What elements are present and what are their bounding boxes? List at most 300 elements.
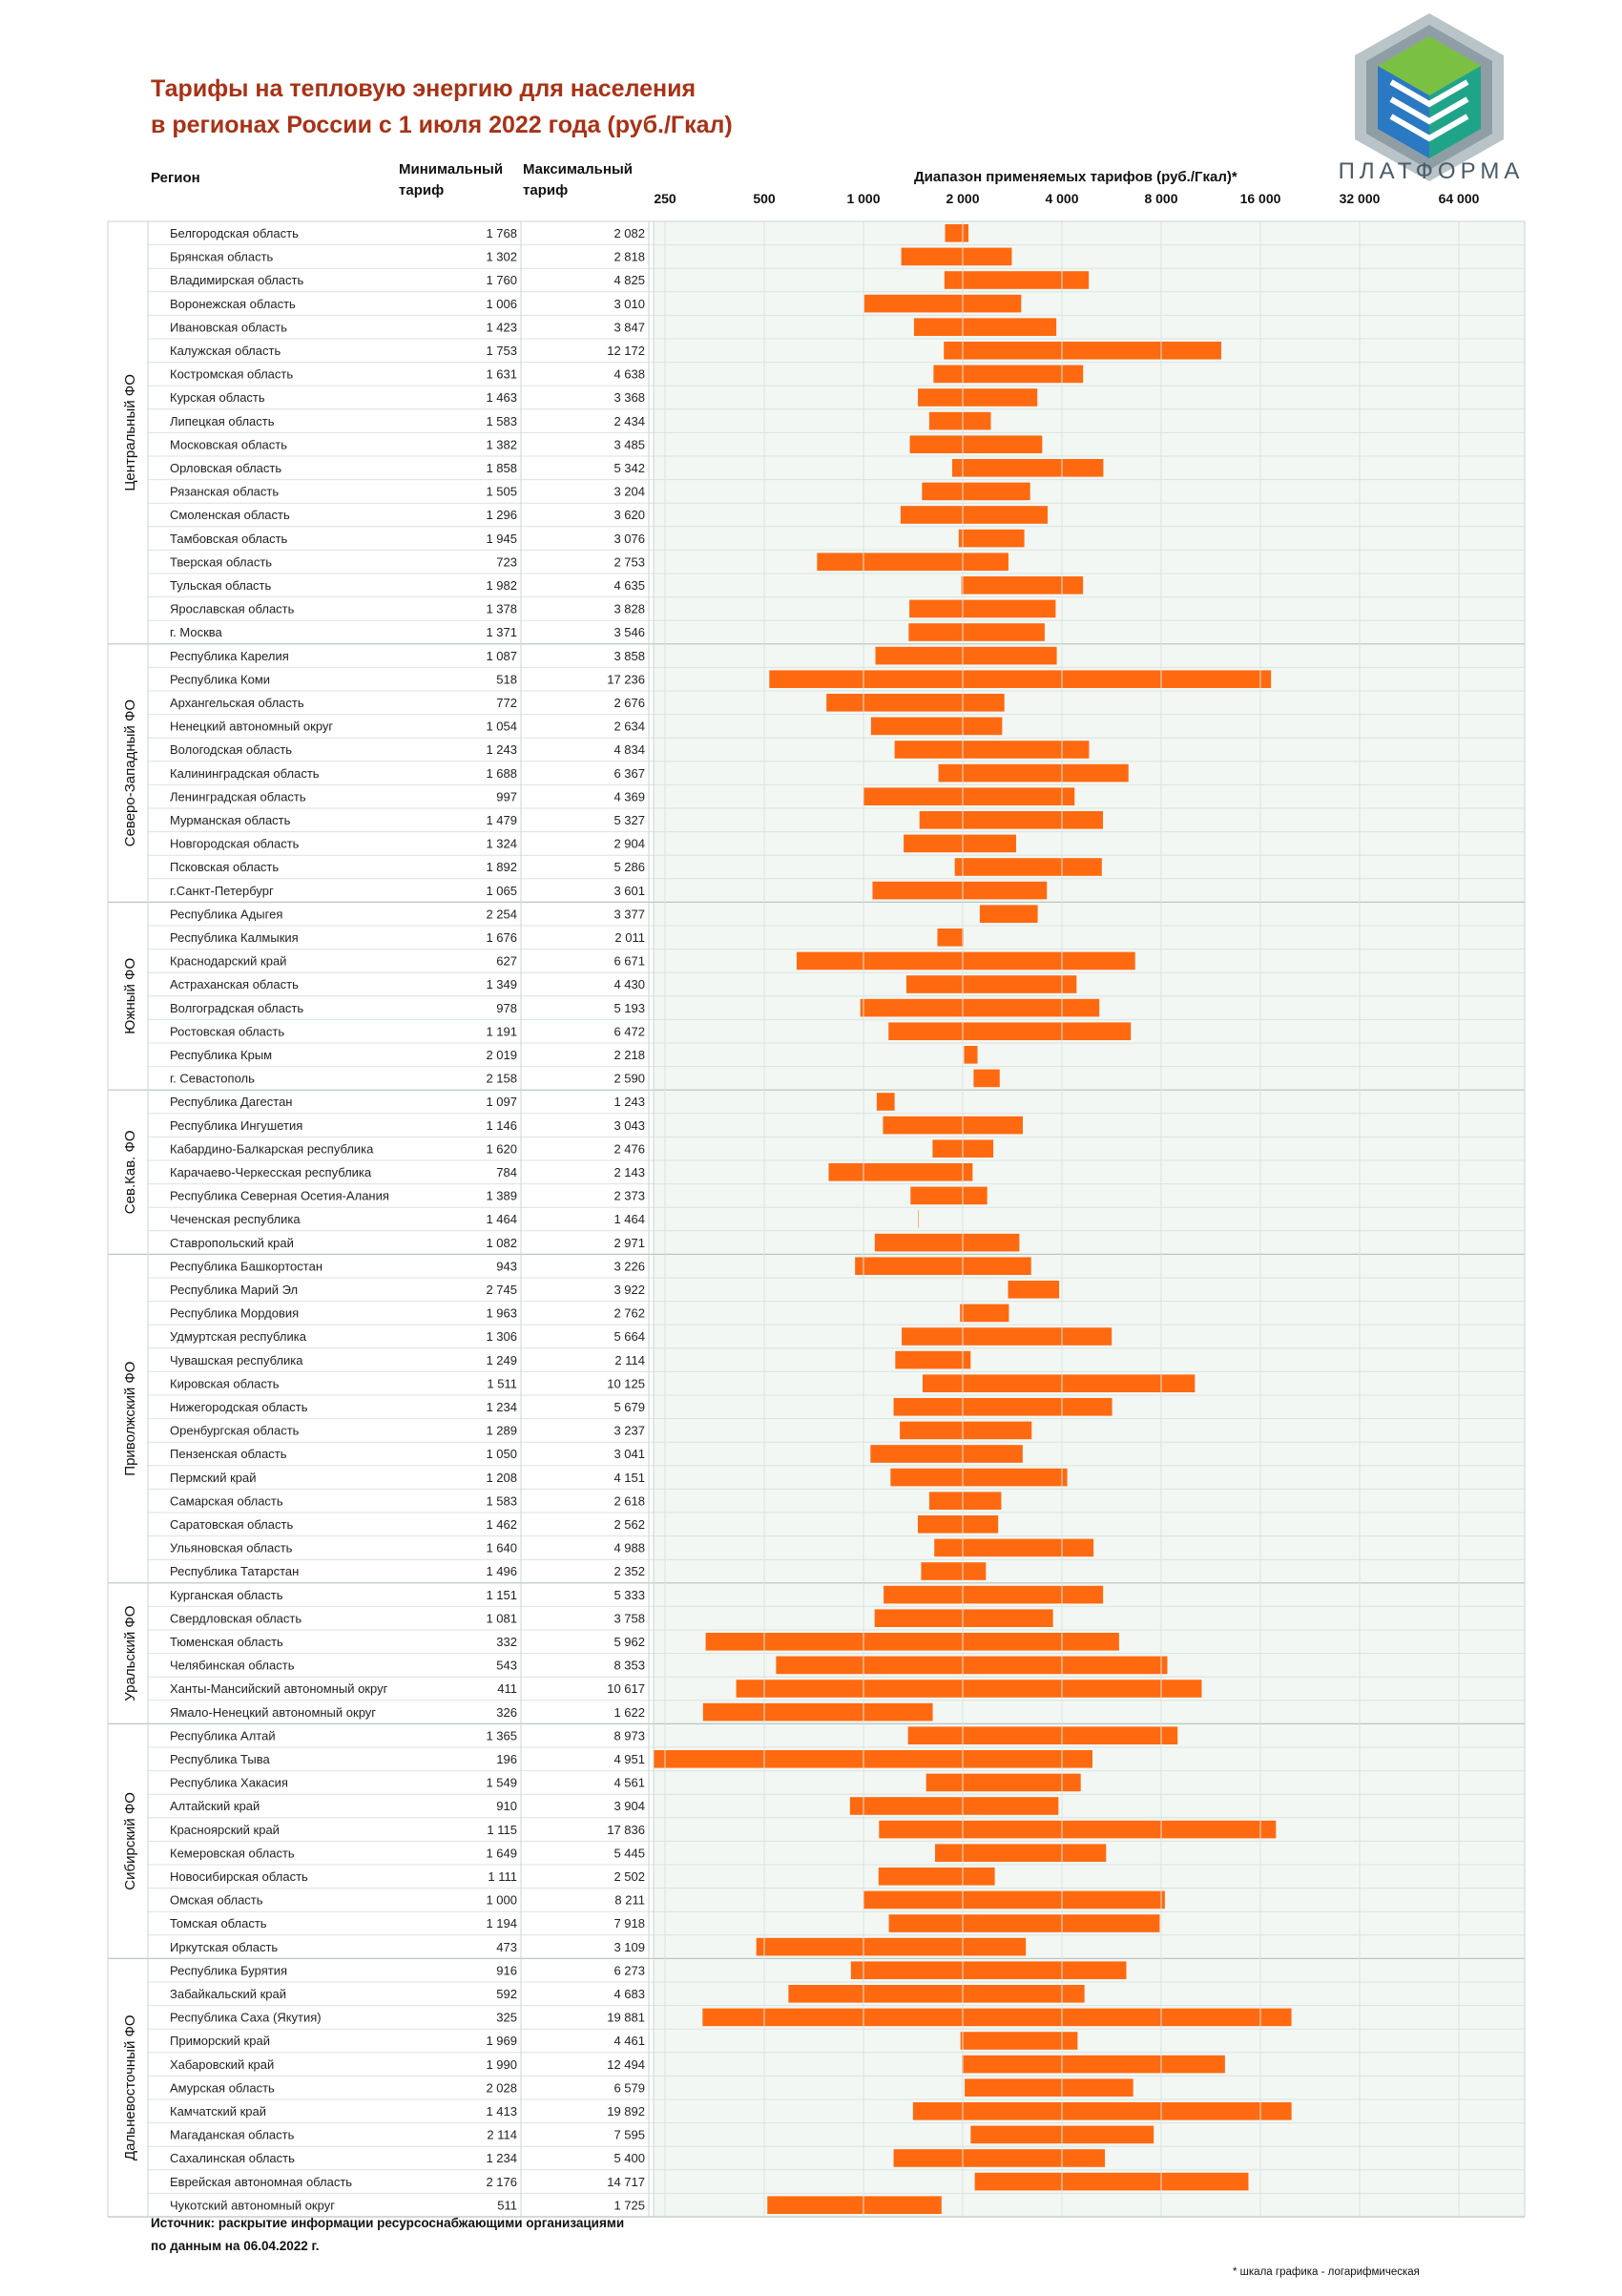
min-tariff-value: 1 382 <box>486 437 517 452</box>
min-tariff-value: 1 676 <box>486 930 517 945</box>
tariff-range-bar <box>902 1327 1112 1346</box>
max-tariff-value: 3 485 <box>613 437 645 452</box>
min-tariff-value: 1 463 <box>486 390 517 406</box>
min-tariff-value: 1 760 <box>486 273 517 288</box>
tariff-range-bar <box>884 1586 1103 1604</box>
max-tariff-value: 2 590 <box>613 1071 645 1086</box>
max-tariff-value: 4 369 <box>613 789 645 804</box>
max-tariff-value: 5 679 <box>613 1400 645 1414</box>
max-tariff-value: 12 172 <box>607 344 645 358</box>
tariff-range-bar <box>851 1961 1127 1979</box>
min-tariff-value: 1 191 <box>486 1024 517 1039</box>
min-tariff-value: 1 963 <box>486 1305 517 1321</box>
max-tariff-value: 3 858 <box>613 648 645 663</box>
region-name: Иркутская область <box>170 1939 279 1954</box>
max-tariff-value: 4 683 <box>613 1987 645 2001</box>
tariff-range-bar <box>797 952 1135 971</box>
title-line-1: Тарифы на тепловую энергию для населения <box>151 75 697 102</box>
tariff-range-bar <box>962 576 1083 595</box>
region-name: Белгородская область <box>170 226 299 240</box>
federal-district-label: Южный ФО <box>121 957 138 1034</box>
federal-district-label: Дальневосточный ФО <box>121 2014 138 2160</box>
max-tariff-value: 4 638 <box>613 366 645 382</box>
tariff-range-bar <box>850 1797 1059 1815</box>
region-name: Тюменская область <box>170 1635 283 1649</box>
min-tariff-value: 1 111 <box>488 1869 517 1884</box>
region-name: Республика Дагестан <box>170 1095 293 1110</box>
tariff-range-bar <box>959 530 1025 548</box>
federal-district-label: Сев.Кав. ФО <box>121 1130 138 1215</box>
min-tariff-value: 997 <box>496 789 517 804</box>
region-name: Республика Карелия <box>170 648 289 663</box>
min-tariff-value: 978 <box>496 1000 517 1015</box>
tariff-range-bar <box>908 623 1045 641</box>
max-tariff-value: 2 476 <box>613 1141 645 1157</box>
max-tariff-value: 3 010 <box>613 296 645 311</box>
max-tariff-value: 3 076 <box>613 531 645 546</box>
source-line-2: по данным на 06.04.2022 г. <box>151 2239 320 2253</box>
max-tariff-value: 2 971 <box>613 1235 645 1250</box>
tariff-range-bar <box>929 1492 1001 1510</box>
tariff-range-bar <box>889 1914 1160 1932</box>
min-tariff-value: 1 081 <box>486 1611 517 1626</box>
tariff-range-bar <box>879 1868 995 1886</box>
min-tariff-value: 196 <box>496 1752 517 1766</box>
region-name: Республика Адыгея <box>170 907 283 922</box>
min-tariff-value: 1 389 <box>486 1188 517 1203</box>
min-tariff-value: 326 <box>496 1704 517 1720</box>
region-name: Алтайский край <box>170 1799 260 1814</box>
tariff-range-bar <box>788 1985 1084 2003</box>
region-name: Республика Тыва <box>170 1752 270 1766</box>
min-tariff-value: 916 <box>496 1963 517 1978</box>
min-tariff-value: 1 082 <box>486 1235 517 1250</box>
max-tariff-value: 17 236 <box>607 672 645 687</box>
x-tick-label: 64 000 <box>1438 191 1480 206</box>
min-tariff-value: 1 365 <box>486 1728 517 1743</box>
tariff-range-bar <box>908 1726 1178 1744</box>
max-tariff-value: 5 327 <box>613 813 645 827</box>
min-tariff-value: 1 892 <box>486 860 517 875</box>
x-tick-label: 500 <box>753 191 776 206</box>
tariff-range-bar <box>757 1938 1027 1956</box>
tariff-range-bar <box>944 342 1221 360</box>
x-tick-label: 16 000 <box>1239 191 1281 206</box>
x-tick-label: 1 000 <box>846 191 881 206</box>
region-name: Архангельская область <box>170 696 304 710</box>
region-name: г. Севастополь <box>170 1071 255 1086</box>
min-tariff-value: 1 583 <box>486 1493 517 1509</box>
tariff-range-bar <box>964 1046 977 1064</box>
max-tariff-value: 2 818 <box>613 249 645 264</box>
header-min-tariff: Минимальный тариф <box>399 161 504 198</box>
region-name: Саратовская область <box>170 1517 294 1532</box>
min-tariff-value: 1 065 <box>486 883 517 898</box>
header-range: Диапазон применяемых тарифов (руб./Гкал)* <box>914 169 1237 185</box>
region-name: Республика Татарстан <box>170 1564 300 1579</box>
region-name: Камчатский край <box>170 2104 266 2119</box>
region-name: Сахалинская область <box>170 2151 295 2166</box>
min-tariff-value: 1 000 <box>486 1892 517 1908</box>
max-tariff-value: 1 243 <box>613 1095 645 1110</box>
tariff-range-bar <box>906 975 1076 993</box>
max-tariff-value: 4 988 <box>613 1540 645 1555</box>
tariff-range-bar <box>914 318 1056 336</box>
tariff-range-bar <box>901 506 1048 524</box>
tariff-range-bar <box>960 1305 1009 1323</box>
federal-district-label: Уральский ФО <box>121 1605 138 1701</box>
min-tariff-value: 1 640 <box>486 1540 517 1555</box>
min-tariff-value: 910 <box>496 1799 517 1814</box>
min-tariff-value: 1 858 <box>486 461 517 475</box>
max-tariff-value: 3 226 <box>613 1259 645 1274</box>
max-tariff-value: 2 082 <box>613 226 645 240</box>
region-name: Республика Алтай <box>170 1728 276 1743</box>
max-tariff-value: 14 717 <box>607 2174 645 2189</box>
tariff-range-bar <box>894 1398 1113 1416</box>
region-name: Республика Северная Осетия-Алания <box>170 1188 389 1203</box>
max-tariff-value: 3 109 <box>613 1939 645 1954</box>
tariff-range-bar <box>702 2009 1291 2027</box>
tariff-range-bar <box>918 1515 998 1534</box>
max-tariff-value: 8 973 <box>613 1728 645 1743</box>
tariff-range-bar <box>934 1539 1093 1557</box>
min-tariff-value: 2 028 <box>486 2080 517 2096</box>
tariff-range-bar <box>921 1562 986 1580</box>
min-tariff-value: 1 208 <box>486 1470 517 1485</box>
max-tariff-value: 5 193 <box>613 1000 645 1015</box>
region-name: Калужская область <box>170 344 281 358</box>
max-tariff-value: 4 825 <box>613 273 645 288</box>
max-tariff-value: 5 664 <box>613 1329 645 1345</box>
region-name: Республика Калмыкия <box>170 930 299 945</box>
tariff-range-bar <box>920 811 1103 829</box>
max-tariff-value: 6 472 <box>613 1024 645 1039</box>
tariff-range-bar <box>654 1750 1092 1768</box>
region-name: Кабардино-Балкарская республика <box>170 1141 374 1157</box>
max-tariff-value: 19 892 <box>607 2104 645 2119</box>
region-name: Брянская область <box>170 249 274 264</box>
max-tariff-value: 3 377 <box>613 907 645 922</box>
tariff-range-bar <box>980 905 1038 923</box>
min-tariff-value: 1 464 <box>486 1212 517 1227</box>
region-name: Республика Крым <box>170 1048 273 1062</box>
max-tariff-value: 4 561 <box>613 1775 645 1790</box>
min-tariff-value: 1 289 <box>486 1423 517 1438</box>
tariff-range-bar <box>776 1657 1167 1675</box>
region-name: Псковская область <box>170 860 280 875</box>
region-name: г.Санкт-Петербург <box>170 883 274 898</box>
region-name: Республика Марий Эл <box>170 1283 299 1297</box>
region-name: Калининградская область <box>170 765 320 781</box>
min-tariff-value: 518 <box>496 672 517 687</box>
tariff-range-bar <box>939 764 1129 783</box>
region-name: Республика Башкортостан <box>170 1259 322 1274</box>
region-name: Карачаево-Черкесская республика <box>170 1165 372 1179</box>
min-tariff-value: 1 097 <box>486 1095 517 1110</box>
max-tariff-value: 3 204 <box>613 484 645 499</box>
max-tariff-value: 2 562 <box>613 1517 645 1532</box>
max-tariff-value: 4 461 <box>613 2034 645 2049</box>
region-name: Мурманская область <box>170 813 291 827</box>
region-name: Новгородская область <box>170 836 300 851</box>
max-tariff-value: 12 494 <box>607 2056 645 2072</box>
region-name: Курская область <box>170 390 265 406</box>
max-tariff-value: 4 834 <box>613 742 645 758</box>
max-tariff-value: 3 904 <box>613 1799 645 1814</box>
max-tariff-value: 2 618 <box>613 1493 645 1509</box>
tariff-range-bar <box>864 295 1021 313</box>
max-tariff-value: 19 881 <box>607 2010 645 2025</box>
tariff-range-bar <box>913 2102 1292 2120</box>
min-tariff-value: 1 688 <box>486 765 517 781</box>
region-name: Ульяновская область <box>170 1540 293 1555</box>
region-name: Удмуртская республика <box>170 1329 306 1345</box>
logo-wordmark: ПЛАТФОРМА <box>1338 158 1525 184</box>
tariff-range-bar <box>902 248 1012 266</box>
min-tariff-value: 1 324 <box>486 836 517 851</box>
max-tariff-value: 10 617 <box>607 1681 645 1697</box>
tariff-range-bar <box>706 1633 1119 1651</box>
federal-district-label: Северо-Западный ФО <box>121 699 138 847</box>
min-tariff-value: 1 234 <box>486 1400 517 1414</box>
tariff-range-bar <box>767 2196 942 2214</box>
tariff-range-bar <box>871 718 1002 736</box>
region-name: Рязанская область <box>170 484 280 499</box>
tariff-range-bar <box>895 741 1090 759</box>
tariff-range-bar <box>929 412 991 430</box>
region-name: Чеченская республика <box>170 1212 301 1227</box>
max-tariff-value: 6 579 <box>613 2080 645 2096</box>
region-name: Тамбовская область <box>170 531 288 546</box>
region-name: Приморский край <box>170 2034 270 2049</box>
min-tariff-value: 1 768 <box>486 226 517 240</box>
region-name: Тверская область <box>170 554 273 570</box>
region-name: Кировская область <box>170 1376 280 1391</box>
min-tariff-value: 1 631 <box>486 366 517 382</box>
region-name: Ханты-Мансийский автономный округ <box>170 1681 388 1697</box>
region-name: Краснодарский край <box>170 953 287 969</box>
region-name: Ростовская область <box>170 1024 285 1039</box>
tariff-range-bar <box>895 1351 970 1369</box>
region-name: Новосибирская область <box>170 1869 308 1884</box>
min-tariff-value: 772 <box>496 696 517 710</box>
tariff-range-bar <box>952 459 1103 477</box>
min-tariff-value: 1 006 <box>486 296 517 311</box>
region-name: г. Москва <box>170 625 222 640</box>
tariff-range-bar <box>863 787 1075 805</box>
tariff-range-bar <box>955 858 1102 876</box>
max-tariff-value: 1 464 <box>613 1212 645 1227</box>
min-tariff-value: 2 114 <box>487 2127 517 2142</box>
min-tariff-value: 1 371 <box>486 625 517 640</box>
min-tariff-value: 1 479 <box>486 813 517 827</box>
region-name: Республика Бурятия <box>170 1963 288 1978</box>
x-tick-label: 250 <box>654 191 676 206</box>
min-tariff-value: 511 <box>497 2198 517 2213</box>
region-name: Республика Мордовия <box>170 1305 300 1321</box>
tariff-range-bar <box>826 694 1005 712</box>
min-tariff-value: 1 945 <box>486 531 517 546</box>
tariff-range-bar <box>923 1374 1195 1392</box>
min-tariff-value: 1 990 <box>486 2056 517 2072</box>
source-note <box>151 2212 685 2258</box>
min-tariff-value: 1 505 <box>486 484 517 499</box>
tariff-range-bar <box>890 1469 1067 1487</box>
max-tariff-value: 2 114 <box>614 1352 645 1367</box>
region-name: Республика Коми <box>170 672 271 687</box>
region-name: Нижегородская область <box>170 1400 308 1414</box>
max-tariff-value: 2 904 <box>613 836 645 851</box>
max-tariff-value: 8 353 <box>613 1658 645 1673</box>
max-tariff-value: 4 151 <box>613 1470 645 1485</box>
max-tariff-value: 10 125 <box>607 1376 645 1391</box>
max-tariff-value: 1 725 <box>613 2198 645 2213</box>
tariff-range-bar <box>918 1210 919 1228</box>
region-name: Ставропольский край <box>170 1235 294 1250</box>
min-tariff-value: 1 296 <box>486 508 517 523</box>
tariff-range-bar <box>975 2173 1249 2191</box>
min-tariff-value: 1 306 <box>486 1329 517 1345</box>
min-tariff-value: 1 249 <box>486 1352 517 1367</box>
max-tariff-value: 3 758 <box>613 1611 645 1626</box>
max-tariff-value: 3 041 <box>613 1447 645 1462</box>
tariff-range-bar <box>875 1609 1053 1627</box>
region-name: Липецкая область <box>170 413 275 428</box>
min-tariff-value: 473 <box>496 1939 517 1954</box>
max-tariff-value: 2 373 <box>613 1188 645 1203</box>
region-name: Магаданская область <box>170 2127 295 2142</box>
region-name: Самарская область <box>170 1493 283 1509</box>
min-tariff-value: 1 423 <box>486 320 517 335</box>
region-name: Ямало-Ненецкий автономный округ <box>170 1704 377 1720</box>
region-name: Орловская область <box>170 461 282 475</box>
tariff-range-bar <box>909 600 1055 618</box>
tariff-range-bar <box>973 1070 999 1088</box>
region-name: Амурская область <box>170 2080 275 2096</box>
x-tick-label: 32 000 <box>1339 191 1381 206</box>
region-name: Чувашская республика <box>170 1352 303 1367</box>
max-tariff-value: 2 434 <box>613 413 645 428</box>
region-name: Томская область <box>170 1916 267 1931</box>
max-tariff-value: 5 400 <box>613 2151 645 2166</box>
min-tariff-value: 1 511 <box>487 1376 517 1391</box>
max-tariff-value: 2 634 <box>613 719 645 734</box>
tariff-range-bar <box>879 1821 1276 1839</box>
max-tariff-value: 2 011 <box>614 930 645 945</box>
tariff-range-bar <box>877 1093 895 1111</box>
max-tariff-value: 3 237 <box>613 1423 645 1438</box>
federal-district-label: Приволжский ФО <box>121 1361 138 1476</box>
max-tariff-value: 3 847 <box>613 320 645 335</box>
min-tariff-value: 2 158 <box>486 1071 517 1086</box>
max-tariff-value: 6 367 <box>613 765 645 781</box>
federal-district-label: Сибирский ФО <box>121 1792 138 1890</box>
max-tariff-value: 5 342 <box>613 461 645 475</box>
title-line-2: в регионах России с 1 июля 2022 года (руб./Гкал) <box>151 112 733 138</box>
region-name: Волгоградская область <box>170 1000 304 1015</box>
min-tariff-value: 1 050 <box>486 1447 517 1462</box>
region-name: Кемеровская область <box>170 1846 295 1861</box>
tariff-range-bar <box>894 2149 1105 2167</box>
region-name: Омская область <box>170 1892 263 1908</box>
min-tariff-value: 592 <box>496 1987 517 2001</box>
tariff-range-bar <box>922 483 1029 501</box>
tariff-range-bar <box>946 224 969 242</box>
tariff-range-bar <box>861 999 1100 1017</box>
region-name: Хабаровский край <box>170 2056 275 2072</box>
min-tariff-value: 1 087 <box>486 648 517 663</box>
max-tariff-value: 8 211 <box>614 1892 645 1908</box>
x-tick-label: 4 000 <box>1045 191 1079 206</box>
tariff-range-bar <box>883 1117 1023 1135</box>
tariff-range-bar <box>872 882 1047 900</box>
min-tariff-value: 627 <box>496 953 517 969</box>
tariff-range-bar <box>828 1163 972 1181</box>
max-tariff-value: 1 622 <box>613 1704 645 1720</box>
tariff-range-bar <box>876 647 1057 665</box>
region-name: Республика Саха (Якутия) <box>170 2010 322 2025</box>
region-name: Астраханская область <box>170 977 299 992</box>
tariff-range-bar <box>962 2056 1225 2074</box>
region-name: Забайкальский край <box>170 1987 287 2001</box>
region-name: Ивановская область <box>170 320 287 335</box>
max-tariff-value: 5 445 <box>613 1846 645 1861</box>
region-name: Республика Хакасия <box>170 1775 288 1790</box>
tariff-range-bar <box>870 1445 1023 1463</box>
region-name: Смоленская область <box>170 508 290 523</box>
min-tariff-value: 1 649 <box>486 1846 517 1861</box>
max-tariff-value: 17 836 <box>607 1822 645 1837</box>
region-name: Республика Ингушетия <box>170 1117 303 1133</box>
min-tariff-value: 784 <box>496 1165 517 1179</box>
tariff-range-bar <box>926 1774 1081 1792</box>
tariff-range-bar <box>961 2032 1078 2050</box>
max-tariff-value: 2 143 <box>613 1165 645 1179</box>
min-tariff-value: 1 982 <box>486 578 517 593</box>
tariff-range-bar <box>863 1891 1165 1910</box>
region-name: Пензенская область <box>170 1447 287 1462</box>
max-tariff-value: 4 635 <box>613 578 645 593</box>
region-name: Вологодская область <box>170 742 293 758</box>
min-tariff-value: 1 234 <box>486 2151 517 2166</box>
max-tariff-value: 2 352 <box>613 1564 645 1579</box>
tariff-range-bar <box>769 670 1271 688</box>
max-tariff-value: 6 273 <box>613 1963 645 1978</box>
tariff-range-bar <box>910 1187 987 1205</box>
min-tariff-value: 2 019 <box>486 1048 517 1062</box>
min-tariff-value: 411 <box>497 1681 517 1697</box>
region-name: Ленинградская область <box>170 789 306 804</box>
min-tariff-value: 1 496 <box>486 1564 517 1579</box>
max-tariff-value: 2 762 <box>613 1305 645 1321</box>
min-tariff-value: 1 462 <box>486 1517 517 1532</box>
min-tariff-value: 723 <box>496 554 517 570</box>
region-name: Костромская область <box>170 366 294 382</box>
tariff-range-bar <box>933 365 1083 384</box>
min-tariff-value: 1 115 <box>487 1822 517 1837</box>
tariff-range-bar <box>965 2078 1133 2097</box>
min-tariff-value: 1 969 <box>486 2034 517 2049</box>
x-tick-label: 2 000 <box>946 191 980 206</box>
min-tariff-value: 1 620 <box>486 1141 517 1157</box>
min-tariff-value: 1 753 <box>486 344 517 358</box>
max-tariff-value: 7 595 <box>613 2127 645 2142</box>
tariff-range-bar <box>918 388 1037 407</box>
max-tariff-value: 4 430 <box>613 977 645 992</box>
max-tariff-value: 5 962 <box>613 1635 645 1649</box>
min-tariff-value: 543 <box>496 1658 517 1673</box>
